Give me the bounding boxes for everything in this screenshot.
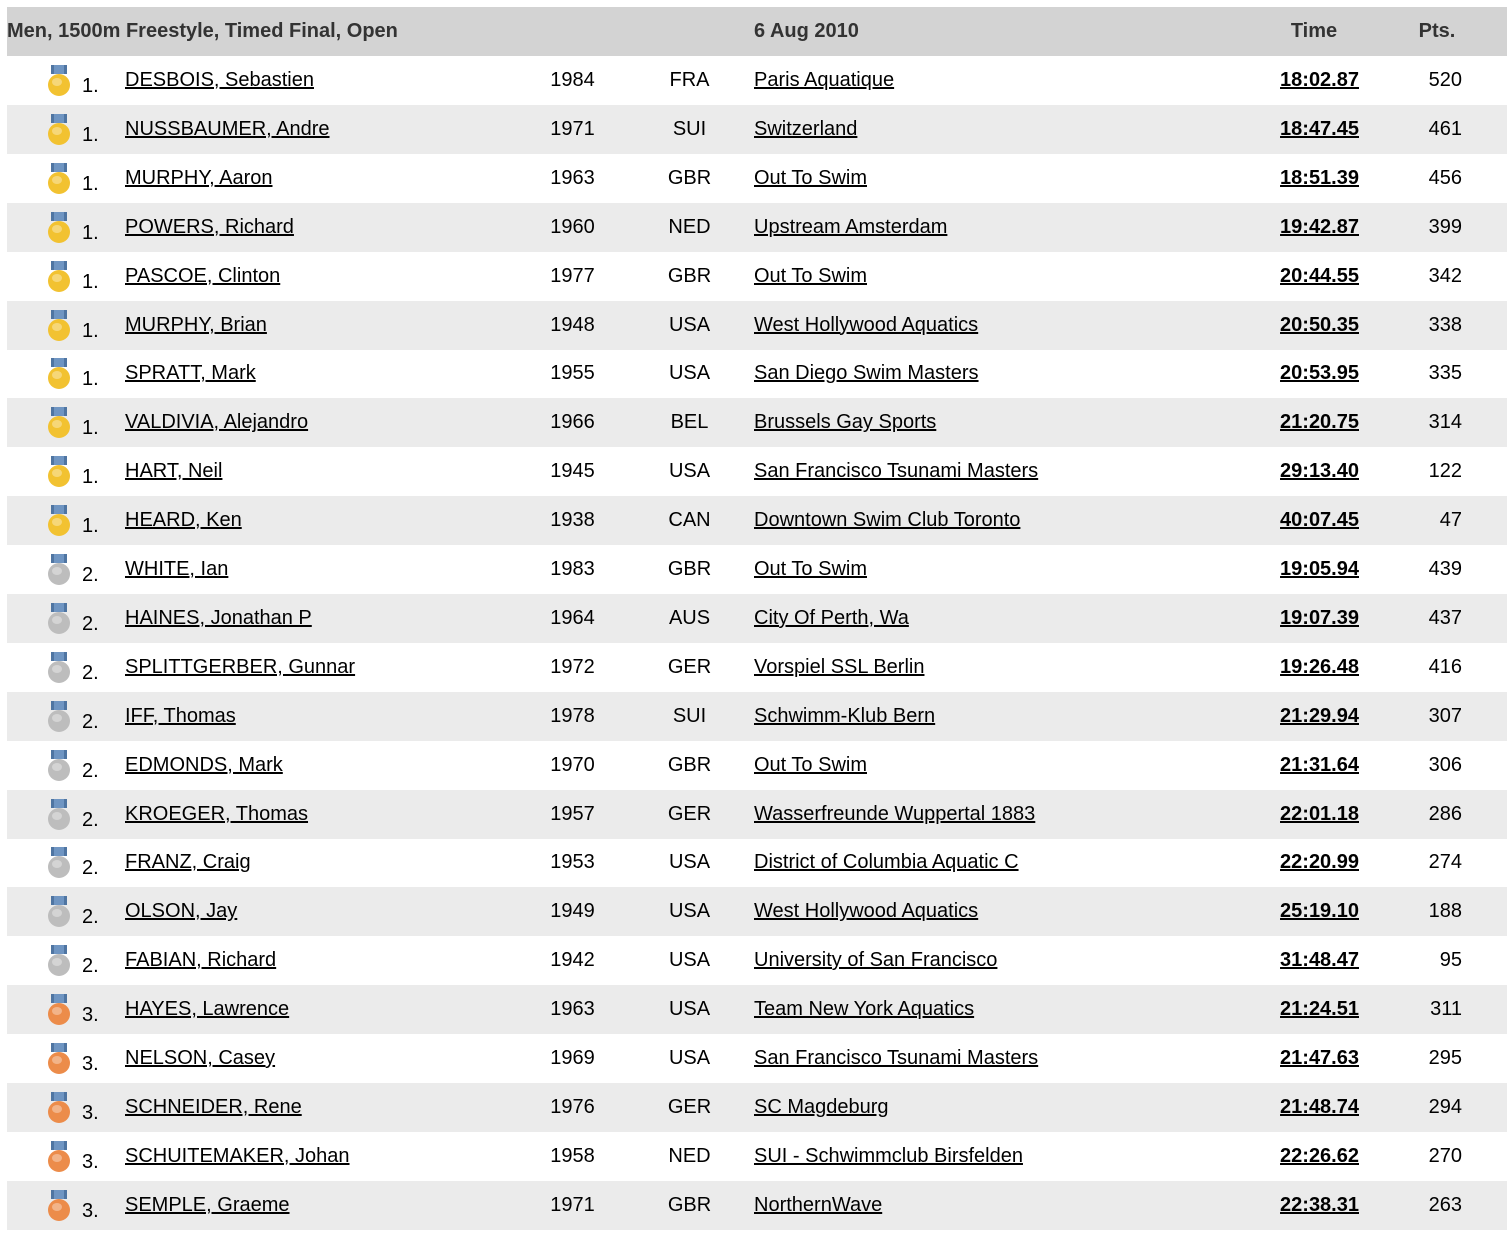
place-number: 3. <box>82 1101 99 1124</box>
club-link[interactable]: Upstream Amsterdam <box>754 215 948 238</box>
swimmer-name-link[interactable]: HART, Neil <box>125 460 223 483</box>
silver-medal-icon <box>47 896 71 928</box>
nation-code: NED <box>668 1144 711 1167</box>
time-link[interactable]: 21:29.94 <box>1280 704 1359 727</box>
birth-year: 1953 <box>550 851 595 874</box>
table-row <box>7 985 1507 1034</box>
nation-code: GBR <box>667 1193 712 1216</box>
event-title: Men, 1500m Freestyle, Timed Final, Open <box>7 20 398 42</box>
swimmer-name-link[interactable]: SCHNEIDER, Rene <box>125 1095 302 1118</box>
table-row <box>7 301 1507 350</box>
gold-medal-icon <box>47 65 71 97</box>
swimmer-name-link[interactable]: MURPHY, Brian <box>125 313 267 336</box>
swimmer-name-link[interactable]: MURPHY, Aaron <box>125 166 273 189</box>
time-link[interactable]: 22:38.31 <box>1280 1193 1359 1216</box>
silver-medal-icon <box>47 750 71 782</box>
points-value: 95 <box>1439 949 1462 972</box>
birth-year: 1978 <box>550 704 595 727</box>
swimmer-name-link[interactable]: OLSON, Jay <box>125 900 238 923</box>
place-number: 1. <box>82 368 99 391</box>
nation-code: USA <box>668 949 711 972</box>
nation-code: USA <box>668 362 711 385</box>
club-link[interactable]: Out To Swim <box>754 166 867 189</box>
table-row <box>7 349 1507 398</box>
table-row <box>7 838 1507 887</box>
time-link[interactable]: 18:51.39 <box>1280 166 1359 189</box>
event-date: 6 Aug 2010 <box>754 20 859 42</box>
table-row <box>7 545 1507 594</box>
bronze-medal-icon <box>47 1190 71 1222</box>
club-link[interactable]: District of Columbia Aquatic C <box>754 851 1019 874</box>
table-row <box>7 1181 1507 1230</box>
club-link[interactable]: Downtown Swim Club Toronto <box>754 509 1021 532</box>
club-link[interactable]: Switzerland <box>754 117 858 140</box>
place-number: 1. <box>82 221 99 244</box>
swimmer-name-link[interactable]: POWERS, Richard <box>125 215 294 238</box>
swimmer-name-link[interactable]: HEARD, Ken <box>125 509 242 532</box>
silver-medal-icon <box>47 603 71 635</box>
table-row <box>7 936 1507 985</box>
place-number: 1. <box>82 75 99 97</box>
club-link[interactable]: SC Magdeburg <box>754 1095 889 1118</box>
points-value: 47 <box>1439 509 1462 532</box>
time-link[interactable]: 40:07.45 <box>1280 509 1359 532</box>
nation-code: NED <box>668 215 711 238</box>
gold-medal-icon <box>47 163 71 195</box>
birth-year: 1938 <box>550 509 595 532</box>
nation-code: GBR <box>667 166 712 189</box>
points-value: 439 <box>1428 558 1462 580</box>
gold-medal-icon <box>47 114 71 146</box>
swimmer-name-link[interactable]: NUSSBAUMER, Andre <box>125 117 330 140</box>
time-link[interactable]: 20:50.35 <box>1280 313 1359 336</box>
table-row <box>7 1083 1507 1132</box>
birth-year: 1976 <box>550 1095 595 1118</box>
time-link[interactable]: 19:07.39 <box>1280 606 1359 629</box>
birth-year: 1977 <box>550 264 595 287</box>
nation-code: USA <box>668 998 711 1021</box>
club-link[interactable]: NorthernWave <box>754 1193 883 1216</box>
place-number: 2. <box>82 661 99 684</box>
swimmer-name-link[interactable]: SEMPLE, Graeme <box>125 1193 290 1216</box>
place-number: 2. <box>82 808 99 831</box>
nation-code: FRA <box>669 69 710 91</box>
birth-year: 1957 <box>550 802 595 825</box>
table-row <box>7 741 1507 790</box>
table-row <box>7 790 1507 839</box>
points-value: 416 <box>1428 655 1462 678</box>
silver-medal-icon <box>47 701 71 733</box>
table-row <box>7 56 1507 105</box>
place-number: 3. <box>82 1004 99 1027</box>
birth-year: 1945 <box>550 460 595 483</box>
club-link[interactable]: Brussels Gay Sports <box>754 411 937 434</box>
time-link[interactable]: 20:44.55 <box>1280 264 1359 287</box>
birth-year: 1960 <box>550 215 595 238</box>
swimmer-name-link[interactable]: NELSON, Casey <box>125 1047 276 1069</box>
birth-year: 1955 <box>550 362 595 385</box>
points-value: 188 <box>1428 900 1462 923</box>
points-value: 520 <box>1428 69 1462 91</box>
club-link[interactable]: San Francisco Tsunami Masters <box>754 1047 1039 1069</box>
nation-code: USA <box>668 1047 711 1069</box>
place-number: 2. <box>82 564 99 586</box>
place-number: 1. <box>82 123 99 146</box>
gold-medal-icon <box>47 505 71 537</box>
nation-code: USA <box>668 851 711 874</box>
birth-year: 1969 <box>550 1047 595 1069</box>
gold-medal-icon <box>47 310 71 342</box>
points-value: 122 <box>1428 460 1462 483</box>
birth-year: 1964 <box>550 606 595 629</box>
place-number: 3. <box>82 1150 99 1173</box>
time-link[interactable]: 21:24.51 <box>1280 998 1359 1021</box>
bronze-medal-icon <box>47 1141 71 1173</box>
place-number: 1. <box>82 466 99 489</box>
points-value: 314 <box>1428 411 1462 434</box>
table-row <box>7 1132 1507 1181</box>
silver-medal-icon <box>47 652 71 684</box>
birth-year: 1958 <box>550 1144 595 1167</box>
table-row <box>7 1034 1507 1083</box>
points-value: 263 <box>1428 1193 1462 1216</box>
place-number: 1. <box>82 417 99 440</box>
time-link[interactable]: 25:19.10 <box>1280 900 1359 923</box>
swimmer-name-link[interactable]: PASCOE, Clinton <box>125 264 281 287</box>
points-column-header: Pts. <box>1418 20 1456 42</box>
table-row <box>7 203 1507 252</box>
place-number: 2. <box>82 612 99 635</box>
points-value: 338 <box>1428 313 1462 336</box>
nation-code: GBR <box>667 558 712 580</box>
swimmer-name-link[interactable]: FRANZ, Craig <box>125 851 251 874</box>
nation-code: SUI <box>672 117 707 140</box>
nation-code: AUS <box>668 606 711 629</box>
gold-medal-icon <box>47 407 71 439</box>
table-row <box>7 496 1507 545</box>
table-header <box>7 7 1507 56</box>
nation-code: GBR <box>667 264 712 287</box>
time-column-header: Time <box>1290 20 1338 42</box>
swimmer-name-link[interactable]: VALDIVIA, Alejandro <box>125 411 309 434</box>
birth-year: 1949 <box>550 900 595 923</box>
time-link[interactable]: 19:26.48 <box>1280 655 1359 678</box>
birth-year: 1970 <box>550 753 595 776</box>
gold-medal-icon <box>47 212 71 244</box>
club-link[interactable]: Out To Swim <box>754 264 867 287</box>
birth-year: 1971 <box>550 1193 595 1216</box>
club-link[interactable]: San Diego Swim Masters <box>754 362 979 385</box>
club-link[interactable]: City Of Perth, Wa <box>754 606 909 629</box>
points-value: 270 <box>1428 1144 1462 1167</box>
points-value: 335 <box>1428 362 1462 385</box>
swimmer-name-link[interactable]: HAYES, Lawrence <box>125 998 290 1021</box>
nation-code: BEL <box>670 411 709 434</box>
place-number: 1. <box>82 270 99 293</box>
time-link[interactable]: 19:42.87 <box>1280 215 1359 238</box>
points-value: 342 <box>1428 264 1462 287</box>
time-link[interactable]: 21:47.63 <box>1280 1047 1359 1069</box>
birth-year: 1942 <box>550 949 595 972</box>
table-row <box>7 154 1507 203</box>
points-value: 437 <box>1428 606 1462 629</box>
club-link[interactable]: Out To Swim <box>754 558 867 580</box>
club-link[interactable]: University of San Francisco <box>754 949 998 972</box>
birth-year: 1983 <box>550 558 595 580</box>
place-number: 2. <box>82 759 99 782</box>
birth-year: 1972 <box>550 655 595 678</box>
place-number: 2. <box>82 710 99 733</box>
points-value: 399 <box>1428 215 1462 238</box>
club-link[interactable]: Schwimm-Klub Bern <box>754 704 936 727</box>
table-row <box>7 643 1507 692</box>
birth-year: 1971 <box>550 117 595 140</box>
bronze-medal-icon <box>47 1043 71 1075</box>
nation-code: USA <box>668 313 711 336</box>
time-link[interactable]: 22:26.62 <box>1280 1144 1359 1167</box>
swimmer-name-link[interactable]: SCHUITEMAKER, Johan <box>125 1144 350 1167</box>
points-value: 295 <box>1428 1047 1462 1069</box>
birth-year: 1966 <box>550 411 595 434</box>
time-link[interactable]: 18:02.87 <box>1280 69 1359 91</box>
club-link[interactable]: Wasserfreunde Wuppertal 1883 <box>754 802 1036 825</box>
swimmer-name-link[interactable]: WHITE, Ian <box>125 558 229 580</box>
table-row <box>7 594 1507 643</box>
place-number: 1. <box>82 172 99 195</box>
swimmer-name-link[interactable]: IFF, Thomas <box>125 704 236 727</box>
time-link[interactable]: 21:31.64 <box>1280 753 1359 776</box>
swimmer-name-link[interactable]: FABIAN, Richard <box>125 949 277 972</box>
gold-medal-icon <box>47 261 71 293</box>
nation-code: USA <box>668 900 711 923</box>
swimmer-name-link[interactable]: SPRATT, Mark <box>125 362 256 385</box>
points-value: 456 <box>1428 166 1462 189</box>
points-value: 307 <box>1428 704 1462 727</box>
points-value: 311 <box>1430 998 1462 1021</box>
silver-medal-icon <box>47 847 71 879</box>
gold-medal-icon <box>47 456 71 488</box>
swimmer-name-link[interactable]: KROEGER, Thomas <box>125 802 309 825</box>
club-link[interactable]: West Hollywood Aquatics <box>754 900 979 923</box>
time-link[interactable]: 22:20.99 <box>1280 851 1359 874</box>
swimmer-name-link[interactable]: SPLITTGERBER, Gunnar <box>125 655 356 678</box>
silver-medal-icon <box>47 799 71 831</box>
nation-code: GER <box>667 802 712 825</box>
time-link[interactable]: 19:05.94 <box>1280 558 1359 580</box>
swimmer-name-link[interactable]: HAINES, Jonathan P <box>125 606 312 629</box>
swimmer-name-link[interactable]: DESBOIS, Sebastien <box>125 69 314 91</box>
birth-year: 1963 <box>550 166 595 189</box>
table-row <box>7 692 1507 741</box>
club-link[interactable]: Team New York Aquatics <box>754 998 975 1021</box>
points-value: 306 <box>1428 753 1462 776</box>
time-link[interactable]: 22:01.18 <box>1280 802 1359 825</box>
place-number: 3. <box>82 1053 99 1075</box>
bronze-medal-icon <box>47 994 71 1026</box>
swimmer-name-link[interactable]: EDMONDS, Mark <box>125 753 283 776</box>
club-link[interactable]: Paris Aquatique <box>754 69 895 91</box>
silver-medal-icon <box>47 554 71 586</box>
nation-code: GER <box>667 1095 712 1118</box>
points-value: 274 <box>1428 851 1462 874</box>
table-row <box>7 252 1507 301</box>
club-link[interactable]: Out To Swim <box>754 753 867 776</box>
birth-year: 1984 <box>550 69 595 91</box>
time-link[interactable]: 21:48.74 <box>1280 1095 1359 1118</box>
club-link[interactable]: San Francisco Tsunami Masters <box>754 460 1039 483</box>
time-link[interactable]: 20:53.95 <box>1280 362 1359 385</box>
place-number: 2. <box>82 857 99 880</box>
place-number: 1. <box>82 515 99 538</box>
time-link[interactable]: 29:13.40 <box>1280 460 1359 483</box>
nation-code: CAN <box>668 509 711 532</box>
time-link[interactable]: 18:47.45 <box>1280 117 1359 140</box>
place-number: 3. <box>82 1199 99 1222</box>
table-row <box>7 447 1507 496</box>
nation-code: USA <box>668 460 711 483</box>
silver-medal-icon <box>47 945 71 977</box>
place-number: 1. <box>82 319 99 342</box>
bronze-medal-icon <box>47 1092 71 1124</box>
gold-medal-icon <box>47 358 71 390</box>
nation-code: GER <box>667 655 712 678</box>
club-link[interactable]: SUI - Schwimmclub Birsfelden <box>754 1144 1023 1167</box>
birth-year: 1963 <box>550 998 595 1021</box>
birth-year: 1948 <box>550 313 595 336</box>
club-link[interactable]: Vorspiel SSL Berlin <box>754 655 925 678</box>
place-number: 2. <box>82 955 99 978</box>
table-row <box>7 887 1507 936</box>
points-value: 286 <box>1428 802 1462 825</box>
place-number: 2. <box>82 906 99 929</box>
nation-code: GBR <box>667 753 712 776</box>
time-link[interactable]: 21:20.75 <box>1280 411 1359 434</box>
club-link[interactable]: West Hollywood Aquatics <box>754 313 979 336</box>
table-row <box>7 105 1507 154</box>
nation-code: SUI <box>672 704 707 727</box>
points-value: 294 <box>1428 1095 1462 1118</box>
table-row <box>7 398 1507 447</box>
points-value: 461 <box>1428 117 1462 140</box>
time-link[interactable]: 31:48.47 <box>1280 949 1359 972</box>
